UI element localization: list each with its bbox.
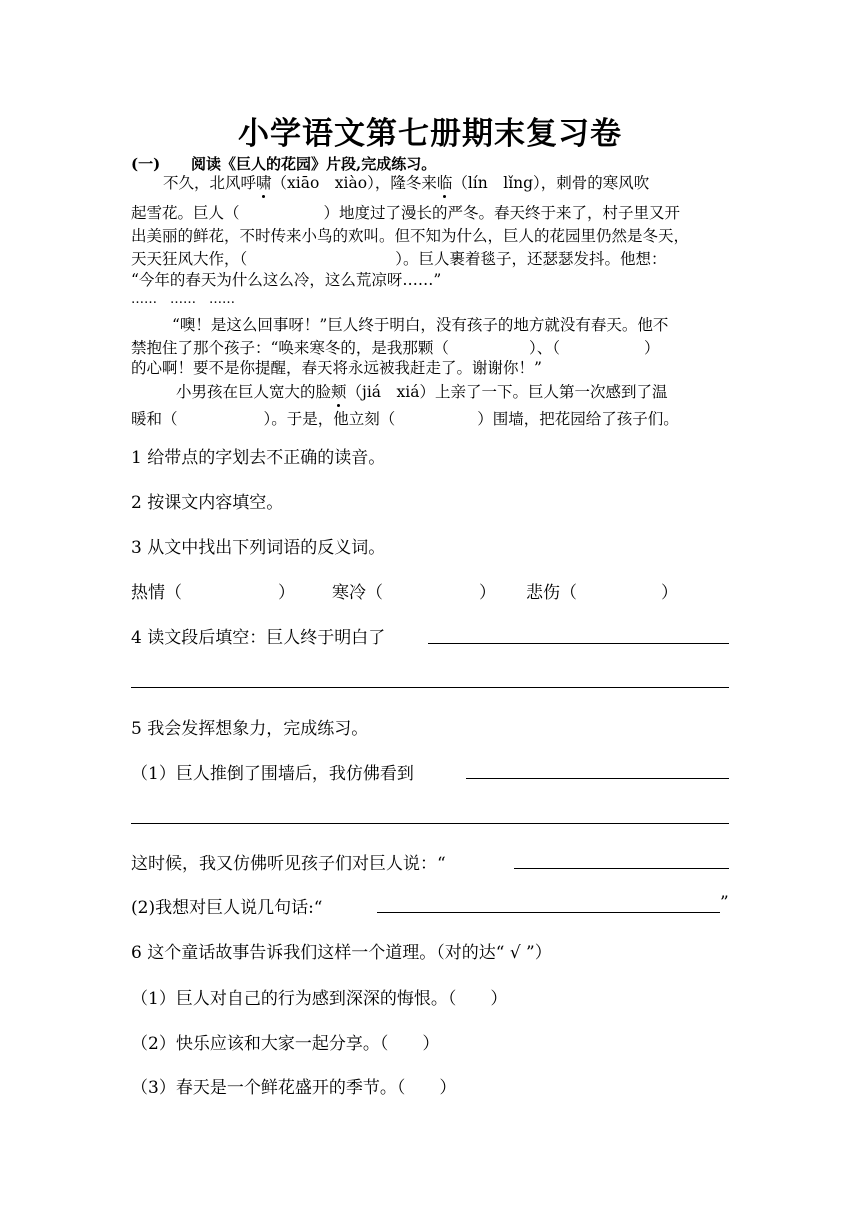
section-number: (一) — [131, 155, 161, 173]
paren-close: ） — [479, 583, 496, 603]
judgment-item — [131, 984, 507, 1009]
passage-line-5: “今年的春天为什么这么冷，这么荒凉呀……” — [131, 271, 442, 289]
passage-line-7: “噢！是这么回事呀！”巨人终于明白，没有孩子的地方就没有春天。他不 — [172, 316, 669, 334]
passage-line-10 — [176, 382, 667, 402]
passage-line-1 — [163, 173, 649, 193]
question-1: 1 给带点的字划去不正确的读音。 — [131, 448, 386, 468]
judgment-text: （1）巨人对自己的行为感到深深的悔恨。（ — [131, 989, 457, 1009]
passage-line-11 — [131, 409, 679, 429]
passage-line-9: 的心啊！要不是你提醒，春天将永远被我赶走了。谢谢你！” — [131, 359, 542, 377]
passage-ellipsis: …… …… …… — [131, 292, 236, 307]
antonym-word: 热情（ — [131, 583, 182, 603]
antonym-item — [526, 578, 678, 603]
judgment-text: （2）快乐应该和大家一起分享。（ — [131, 1034, 389, 1054]
passage-text: ） — [643, 339, 660, 357]
question-5-1: （1）巨人推倒了围墙后，我仿佛看到 — [131, 764, 414, 784]
question-5: 5 我会发挥想象力，完成练习。 — [131, 719, 369, 739]
answer-line[interactable] — [131, 687, 729, 688]
answer-line[interactable] — [428, 643, 729, 644]
dotted-char: 颊 — [331, 383, 347, 401]
section-label: 阅读《巨人的花园》片段,完成练习。 — [191, 155, 437, 173]
passage-line-2 — [131, 203, 680, 223]
answer-line[interactable] — [131, 823, 729, 824]
passage-text: ）围墙，把花园给了孩子们。 — [477, 410, 679, 428]
answer-line[interactable] — [466, 778, 729, 779]
passage-text: ）、（ — [528, 339, 560, 357]
paren-close: ） — [422, 1034, 440, 1054]
answer-line[interactable] — [377, 912, 720, 913]
passage-text: 起雪花。巨人（ — [131, 204, 240, 222]
antonym-item — [332, 578, 496, 603]
passage-text: （xiāo xiào），隆冬来 — [271, 174, 437, 192]
judgment-item — [131, 1073, 456, 1098]
question-5-then: 这时候，我又仿佛听见孩子们对巨人说：“ — [131, 854, 446, 874]
passage-line-3: 出美丽的鲜花，不时传来小鸟的欢叫。但不知为什么，巨人的花园里仍然是冬天， — [131, 227, 690, 245]
question-6: 6 这个童话故事告诉我们这样一个道理。（对的达“ √ ”） — [131, 943, 552, 963]
passage-text: 不久，北风呼 — [163, 174, 257, 192]
antonym-item — [131, 578, 295, 603]
judgment-text: （3）春天是一个鲜花盛开的季节。（ — [131, 1078, 406, 1098]
quote-close: ” — [720, 893, 729, 913]
dotted-char: 临 — [436, 174, 453, 192]
page-title: 小学语文第七册期末复习卷 — [238, 116, 622, 152]
passage-text: （lín lǐng），刺骨的寒风吹 — [452, 174, 650, 192]
passage-text: 暖和（ — [131, 410, 178, 428]
paren-close: ） — [278, 583, 295, 603]
section-heading — [131, 153, 436, 174]
dotted-char: 啸 — [256, 174, 272, 192]
passage-text: ）。巨人裹着毯子，还瑟瑟发抖。他想： — [395, 250, 667, 268]
passage-text: ）。于是，他立刻（ — [263, 410, 396, 428]
passage-line-4 — [131, 249, 667, 269]
answer-line[interactable] — [514, 868, 729, 869]
antonym-word: 寒冷（ — [332, 583, 383, 603]
question-5-2: (2)我想对巨人说几句话:“ — [131, 898, 323, 918]
question-2: 2 按课文内容填空。 — [131, 493, 284, 513]
paren-close: ） — [490, 989, 508, 1009]
question-4: 4 读文段后填空：巨人终于明白了 — [131, 628, 386, 648]
paren-close: ） — [439, 1078, 457, 1098]
paren-close: ） — [661, 583, 678, 603]
passage-text: 小男孩在巨人宽大的脸 — [176, 383, 332, 401]
passage-text: ）地度过了漫长的严冬。春天终于来了，村子里又开 — [323, 204, 681, 222]
passage-text: 天天狂风大作，（ — [131, 250, 248, 268]
passage-text: （jiá xiá）上亲了一下。巨人第一次感到了温 — [346, 383, 668, 401]
antonym-word: 悲伤（ — [526, 583, 577, 603]
passage-line-8 — [131, 338, 659, 358]
question-3: 3 从文中找出下列词语的反义词。 — [131, 538, 386, 558]
judgment-item — [131, 1029, 439, 1054]
passage-text: 禁抱住了那个孩子：“唤来寒冬的，是我那颗（ — [131, 339, 449, 357]
